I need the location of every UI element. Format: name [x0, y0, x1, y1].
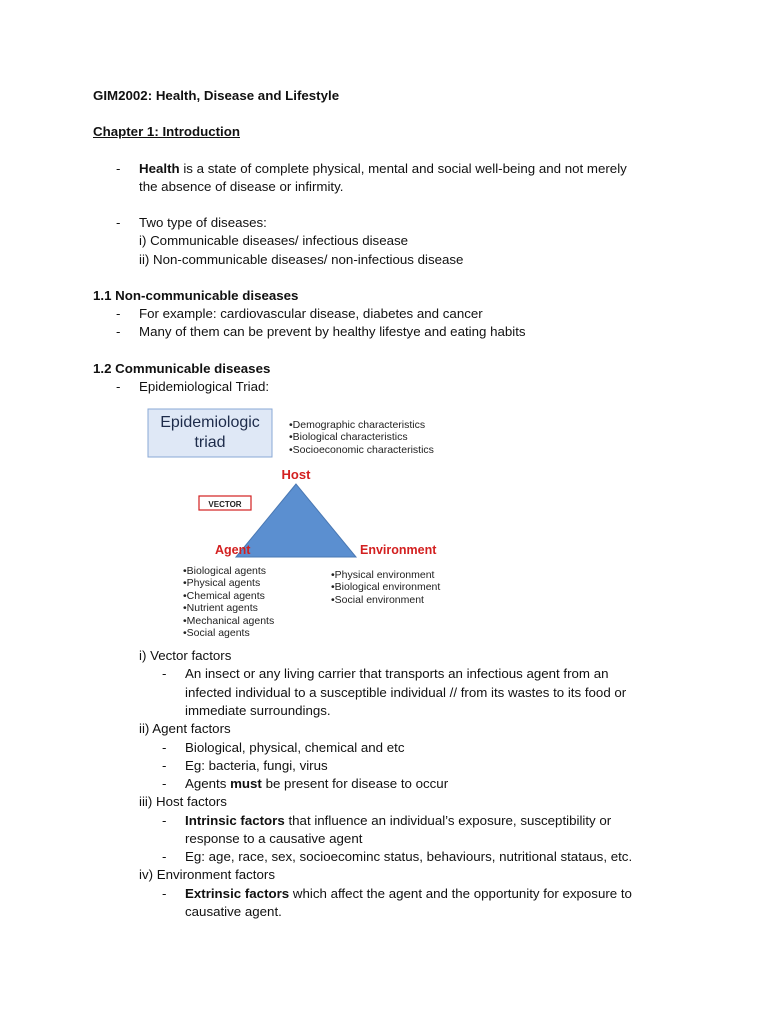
- list-item-continuation: causative agent.: [185, 904, 282, 919]
- list-item: Biological, physical, chemical and etc: [185, 740, 405, 755]
- list-item: An insect or any living carrier that transports an infectious agent from an: [185, 666, 609, 681]
- agent-item: •Mechanical agents: [183, 615, 275, 627]
- document-title: GIM2002: Health, Disease and Lifestyle: [93, 88, 340, 103]
- list-item-continuation: response to a causative agent: [185, 831, 363, 846]
- bullet-dash: -: [116, 379, 121, 394]
- environment-label: Environment: [360, 543, 437, 557]
- list-item: Eg: bacteria, fungi, virus: [185, 758, 328, 773]
- subsection-heading: i) Vector factors: [139, 648, 232, 663]
- section-heading: 1.1 Non-communicable diseases: [93, 288, 299, 303]
- bullet-dash: -: [162, 740, 167, 755]
- bullet-dash: -: [162, 849, 167, 864]
- list-item: [185, 776, 448, 792]
- health-definition-line2: the absence of disease or infirmity.: [139, 179, 344, 194]
- bullet-dash: -: [116, 306, 121, 321]
- bullet-dash: -: [116, 215, 121, 230]
- host-label: Host: [281, 467, 311, 482]
- subsection-heading: ii) Agent factors: [139, 721, 231, 736]
- list-item: [185, 813, 611, 829]
- bullet-dash: -: [116, 324, 121, 339]
- list-item: Many of them can be prevent by healthy lifestye and eating habits: [139, 324, 526, 339]
- host-item: •Demographic characteristics: [289, 419, 426, 431]
- agent-item: •Chemical agents: [183, 590, 265, 602]
- agent-label: Agent: [215, 543, 251, 557]
- host-item: •Biological characteristics: [289, 431, 408, 443]
- agent-item: •Nutrient agents: [183, 602, 258, 614]
- list-item: [185, 886, 632, 902]
- health-definition-text: is a state of complete physical, mental and social well-being and not merely: [179, 161, 627, 176]
- triad-diagram: [145, 404, 485, 644]
- list-item: Eg: age, race, sex, socioecominc status, behaviours, nutritional stataus, etc.: [185, 849, 633, 864]
- disease-type-2: ii) Non-communicable diseases/ non-infectious disease: [139, 252, 464, 267]
- environment-item: •Biological environment: [331, 581, 441, 593]
- list-item-text: that influence an individual’s exposure, susceptibility or: [284, 813, 612, 828]
- bullet-dash: -: [162, 886, 167, 901]
- section-heading: 1.2 Communicable diseases: [93, 361, 271, 376]
- bullet-dash: -: [162, 758, 167, 773]
- list-item-text: Agents: [185, 776, 231, 791]
- environment-item: •Social environment: [331, 594, 424, 606]
- term-extrinsic-factors: Extrinsic factors: [185, 886, 290, 901]
- list-item-text: which affect the agent and the opportunity for exposure to: [289, 886, 632, 901]
- triad-title-line1: Epidemiologic: [160, 414, 260, 431]
- bullet-dash: -: [116, 161, 121, 176]
- list-item: Epidemiological Triad:: [139, 379, 270, 394]
- bullet-dash: -: [162, 776, 167, 791]
- chapter-heading: Chapter 1: Introduction: [93, 124, 240, 139]
- health-definition-line1: [139, 161, 627, 177]
- agent-item: •Biological agents: [183, 565, 267, 577]
- triad-title-line2: triad: [194, 434, 226, 451]
- triad-triangle: [236, 484, 356, 557]
- subsection-heading: iii) Host factors: [139, 794, 227, 809]
- host-item: •Socioeconomic characteristics: [289, 444, 434, 456]
- subsection-heading: iv) Environment factors: [139, 867, 275, 882]
- bullet-dash: -: [162, 813, 167, 828]
- environment-item: •Physical environment: [331, 569, 435, 581]
- vector-label: VECTOR: [208, 500, 242, 509]
- list-item-text: be present for disease to occur: [261, 776, 449, 791]
- agent-item: •Social agents: [183, 627, 250, 639]
- list-item-continuation: immediate surroundings.: [185, 703, 331, 718]
- disease-types-intro: Two type of diseases:: [139, 215, 267, 230]
- emphasis-must: must: [230, 776, 262, 791]
- agent-item: •Physical agents: [183, 577, 261, 589]
- list-item-continuation: infected individual to a susceptible individual // from its wastes to its food or: [185, 685, 627, 700]
- term-intrinsic-factors: Intrinsic factors: [185, 813, 285, 828]
- disease-type-1: i) Communicable diseases/ infectious disease: [139, 233, 409, 248]
- epidemiologic-triad-figure: [145, 404, 485, 644]
- list-item: For example: cardiovascular disease, diabetes and cancer: [139, 306, 483, 321]
- health-term: Health: [139, 161, 180, 176]
- bullet-dash: -: [162, 666, 167, 681]
